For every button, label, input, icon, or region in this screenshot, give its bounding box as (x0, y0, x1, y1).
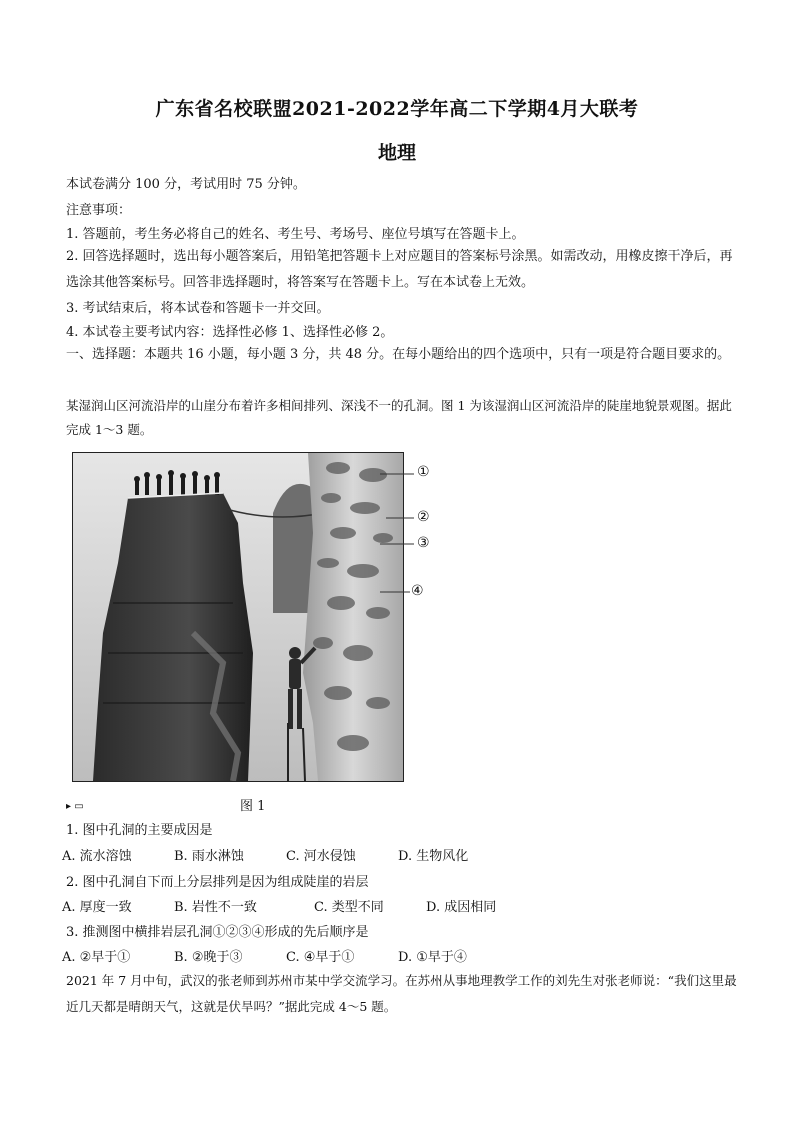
question-3-option-b: B. ②晚于③ (174, 950, 243, 965)
label-circle-2: ② (417, 509, 430, 525)
question-1-stem: 1. 图中孔洞的主要成因是 (66, 823, 213, 838)
page-title: 广东省名校联盟2021-2022学年高二下学期4月大联考 (155, 98, 639, 120)
question-3-options (62, 949, 746, 967)
question-1-options (62, 848, 746, 866)
question-2-option-a: A. 厚度一致 (62, 900, 132, 915)
label-circle-1: ① (417, 464, 430, 480)
subject-title: 地理 (377, 142, 416, 164)
question-2-options (62, 899, 746, 917)
score-line: 本试卷满分 100 分，考试用时 75 分钟。 (66, 177, 306, 192)
notice-item-4: 4. 本试卷主要考试内容：选择性必修 1、选择性必修 2。 (66, 325, 394, 340)
label-circle-4: ④ (411, 583, 424, 599)
material-text: 某湿润山区河流沿岸的山崖分布着许多相间排列、深浅不一的孔洞。图 1 为该湿润山区河流沿岸的陡崖地貌景观图。据此完成 1～3 题。 (66, 398, 732, 437)
notice-item-2: 2. 回答选择题时，选出每小题答案后，用铅笔把答题卡上对应题目的答案标号涂黑。如需改动，用橡皮擦干净后，再选涂其他答案标号。回答非选择题时，将答案写在答题卡上。写在本试卷上无效。 (66, 249, 733, 290)
question-1-option-b: B. 雨水淋蚀 (174, 849, 244, 864)
question-1-option-a: A. 流水溶蚀 (62, 849, 132, 864)
notice-item-3: 3. 考试结束后，将本试卷和答题卡一并交回。 (66, 301, 330, 316)
label-leaders (380, 460, 440, 610)
section-heading: 一、选择题：本题共 16 小题，每小题 3 分，共 48 分。在每小题给出的四个选项中，只有一项是符合题目要求的。 (66, 347, 731, 362)
question-1-option-d: D. 生物风化 (398, 849, 469, 864)
label-circle-3: ③ (417, 535, 430, 551)
notice-heading: 注意事项： (66, 203, 132, 218)
cliff-photo (72, 452, 404, 782)
question-3-option-c: C. ④早于① (286, 950, 355, 965)
figure-caption: 图 1 (240, 799, 266, 814)
question-2-option-c: C. 类型不同 (314, 900, 384, 915)
question-1-option-c: C. 河水侵蚀 (286, 849, 356, 864)
question-2-option-d: D. 成因相同 (426, 900, 497, 915)
scan-mark: ▸ ▭ (66, 801, 84, 812)
material-text-2: 2021 年 7 月中旬，武汉的张老师到苏州市某中学交流学习。在苏州从事地理教学工作的刘先生对张老师说：“我们这里最近几天都是晴朗天气，这就是伏旱吗？”据此完成 4～5 题。 (66, 973, 737, 1014)
question-2-option-b: B. 岩性不一致 (174, 900, 257, 915)
question-3-option-a: A. ②早于① (62, 950, 131, 965)
notice-item-1: 1. 答题前，考生务必将自己的姓名、考生号、考场号、座位号填写在答题卡上。 (66, 227, 525, 242)
question-2-stem: 2. 图中孔洞自下而上分层排列是因为组成陡崖的岩层 (66, 875, 369, 890)
question-3-option-d: D. ①早于④ (398, 950, 467, 965)
question-3-stem: 3. 推测图中横排岩层孔洞①②③④形成的先后顺序是 (66, 925, 369, 940)
